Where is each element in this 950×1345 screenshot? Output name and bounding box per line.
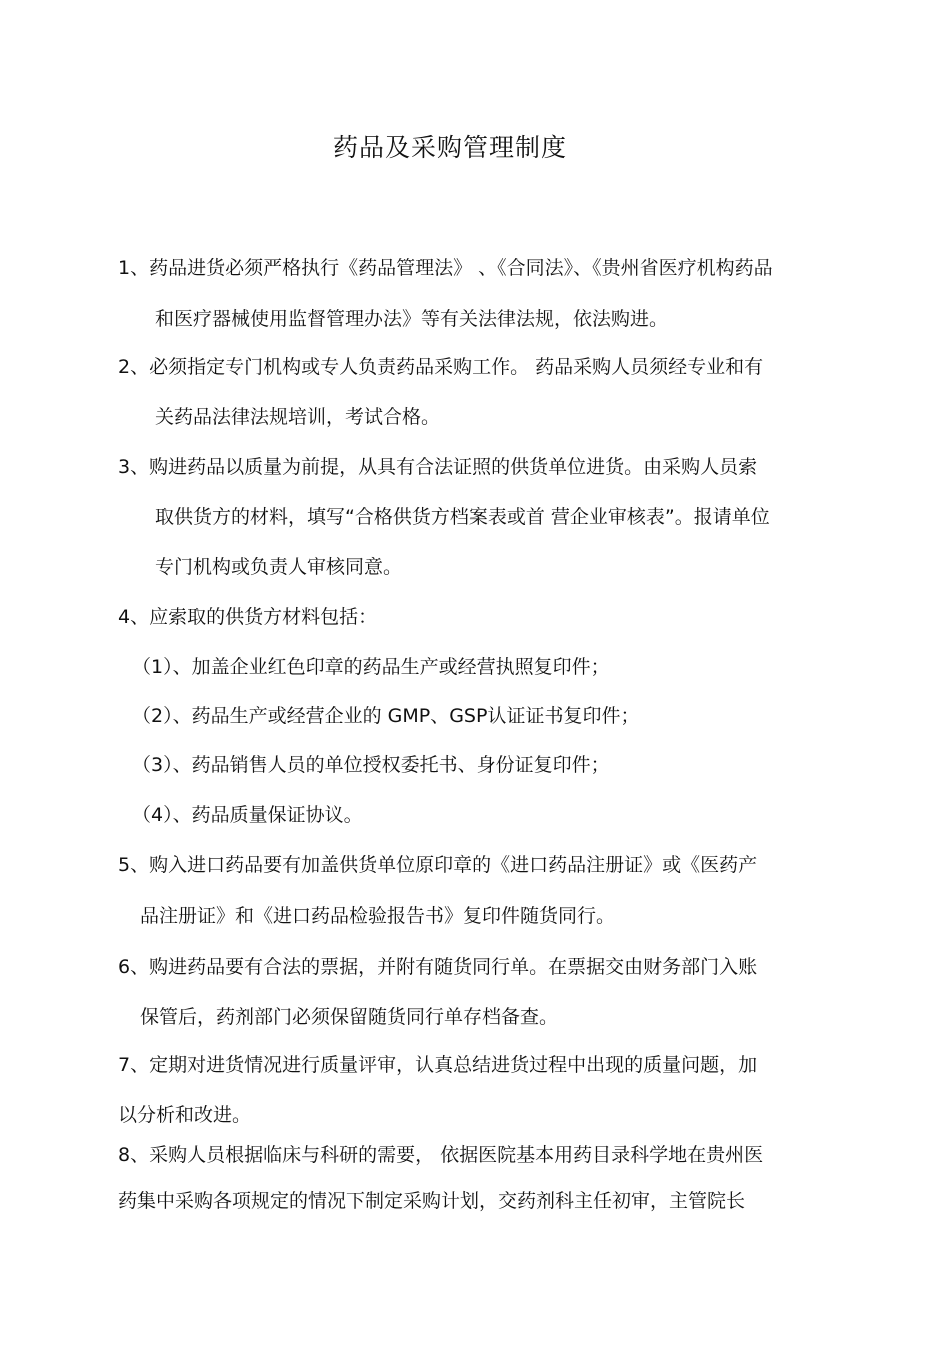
clause-4-item-1: （1）、加盖企业红色印章的药品生产或经营执照复印件； (132, 656, 610, 678)
clause-7-line-2: 以分析和改进。 (118, 1104, 252, 1126)
clause-3-line-2: 取供货方的材料，填写“合格供货方档案表或首 营企业审核表”。报请单位 (155, 506, 770, 528)
clause-1-line-2: 和医疗器械使用监督管理办法》等有关法律法规，依法购进。 (155, 308, 669, 330)
page-title: 药品及采购管理制度 (332, 133, 567, 162)
clause-4-item-2: （2）、药品生产或经营企业的 GMP、GSP认证证书复印件； (132, 705, 640, 727)
clause-3-line-3: 专门机构或负责人审核同意。 (155, 556, 403, 578)
clause-5-line-1: 5、购入进口药品要有加盖供货单位原印章的《进口药品注册证》或《医药产 (118, 854, 758, 876)
clause-2-line-1: 2、必须指定专门机构或专人负责药品采购工作。 药品采购人员须经专业和有 (118, 356, 764, 378)
clause-2-line-2: 关药品法律法规培训，考试合格。 (155, 406, 441, 428)
clause-3-line-1: 3、购进药品以质量为前提，从具有合法证照的供货单位进货。由采购人员索 (118, 456, 758, 478)
clause-4-heading: 4、应索取的供货方材料包括： (118, 606, 378, 628)
clause-8-line-2: 药集中采购各项规定的情况下制定采购计划，交药剂科主任初审，主管院长 (118, 1190, 746, 1212)
clause-5-line-2: 品注册证》和《进口药品检验报告书》复印件随货同行。 (140, 905, 616, 927)
clause-8-line-1: 8、采购人员根据临床与科研的需要， 依据医院基本用药目录科学地在贵州医 (118, 1144, 764, 1166)
clause-4-item-3: （3）、药品销售人员的单位授权委托书、身份证复印件； (132, 754, 610, 776)
clause-6-line-1: 6、购进药品要有合法的票据，并附有随货同行单。在票据交由财务部门入账 (118, 956, 758, 978)
clause-1-line-1: 1、药品进货必须严格执行《药品管理法》 、《合同法》、《贵州省医疗机构药品 (118, 257, 773, 279)
clause-4-item-4: （4）、药品质量保证协议。 (132, 804, 363, 826)
clause-7-line-1: 7、定期对进货情况进行质量评审，认真总结进货过程中出现的质量问题，加 (118, 1054, 758, 1076)
clause-6-line-2: 保管后，药剂部门必须保留随货同行单存档备查。 (140, 1006, 559, 1028)
